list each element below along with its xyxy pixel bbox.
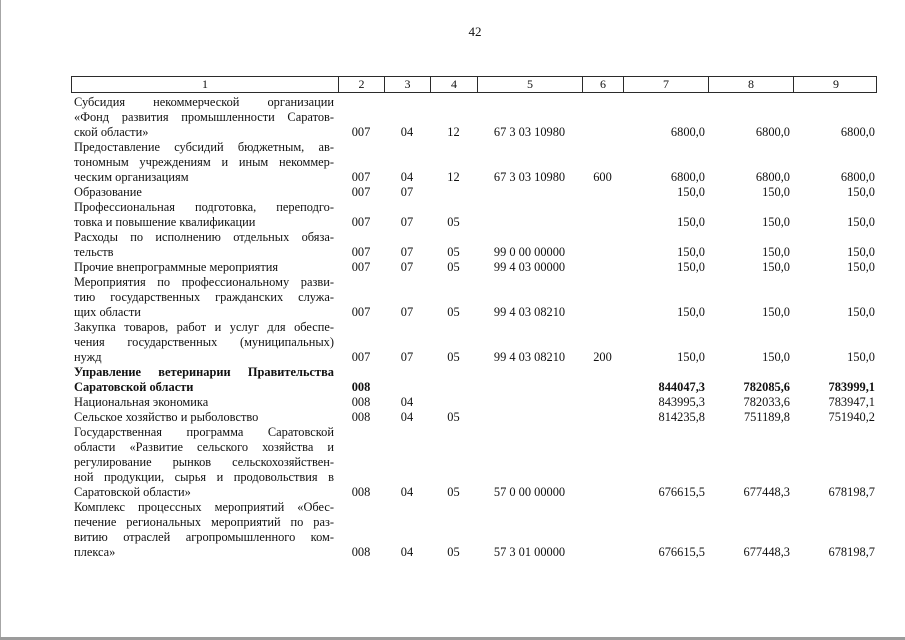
value-cell: 6800,0	[755, 125, 790, 139]
budget-table	[72, 76, 878, 560]
code-cell: 99 4 03 00000	[493, 260, 566, 274]
value-cell: 751189,8	[743, 410, 790, 424]
header-cell: 7	[623, 77, 708, 92]
code-cell: 05	[447, 305, 460, 319]
table-row	[72, 95, 878, 140]
code-cell: 008	[351, 395, 371, 409]
value-cell: 844047,3	[658, 380, 705, 394]
row-name-line: ной продукции, сырья и продовольствия в	[74, 470, 334, 484]
code-cell: 05	[447, 545, 460, 559]
code-cell: 04	[400, 410, 414, 424]
row-name-line: Государственная программа Саратовской	[74, 425, 334, 439]
row-name-cell	[72, 410, 338, 425]
value-cell: 150,0	[677, 260, 705, 274]
code-cell: 07	[400, 305, 414, 319]
value-cell: 150,0	[677, 350, 705, 364]
code-cell: 67 3 03 10980	[493, 170, 566, 184]
row-name-line: регулирование рынков сельскохозяйствен-	[74, 455, 334, 469]
code-cell: 05	[447, 245, 460, 259]
page-number: 42	[468, 24, 482, 39]
code-cell: 007	[351, 215, 371, 229]
row-name-line: тию государственных гражданских служа-	[74, 290, 334, 304]
code-cell: 05	[447, 350, 460, 364]
value-cell: 6800,0	[840, 125, 875, 139]
code-cell: 007	[351, 245, 371, 259]
code-cell: 007	[351, 185, 371, 199]
table-header-row	[71, 76, 877, 93]
row-name-line: Образование	[74, 185, 142, 199]
code-cell: 04	[400, 485, 414, 499]
code-cell: 05	[447, 260, 460, 274]
value-cell: 678198,7	[828, 545, 875, 559]
row-name-line: Сельское хозяйство и рыболовство	[74, 410, 259, 424]
row-name-line: Предоставление субсидий бюджетным, ав-	[74, 140, 334, 154]
code-cell: 07	[400, 260, 414, 274]
value-cell: 6800,0	[755, 170, 790, 184]
row-name-line: области «Развитие сельского хозяйства и	[74, 440, 334, 454]
value-cell: 783947,1	[828, 395, 875, 409]
row-name-line: Субсидия некоммерческой организации	[74, 95, 334, 109]
row-name-line: Закупка товаров, работ и услуг для обеспе-	[74, 320, 334, 334]
value-cell: 676615,5	[658, 545, 705, 559]
code-cell: 99 0 00 00000	[493, 245, 566, 259]
row-name-cell	[72, 140, 338, 185]
value-cell: 150,0	[677, 245, 705, 259]
value-cell: 678198,7	[828, 485, 875, 499]
row-name-line: Мероприятия по профессиональному разви-	[74, 275, 334, 289]
value-cell: 783999,1	[828, 380, 875, 394]
value-cell: 782085,6	[743, 380, 790, 394]
table-row	[72, 365, 878, 395]
code-cell: 05	[447, 410, 460, 424]
value-cell: 814235,8	[658, 410, 705, 424]
row-name-cell	[72, 425, 338, 500]
value-cell: 150,0	[847, 260, 875, 274]
value-cell: 150,0	[847, 245, 875, 259]
row-name-line: печение региональных мероприятий по раз-	[74, 515, 334, 529]
code-cell: 007	[351, 305, 371, 319]
table-row	[72, 260, 878, 275]
row-name-cell	[72, 230, 338, 260]
page-left-edge	[0, 0, 1, 640]
value-cell: 150,0	[762, 245, 790, 259]
value-cell: 150,0	[762, 260, 790, 274]
code-cell: 04	[400, 395, 414, 409]
code-cell: 007	[351, 350, 371, 364]
code-cell: 07	[400, 350, 414, 364]
row-name-cell	[72, 275, 338, 320]
value-cell: 843995,3	[658, 395, 705, 409]
table-row	[72, 230, 878, 260]
table-row	[72, 275, 878, 320]
code-cell: 57 0 00 00000	[493, 485, 566, 499]
row-name-line: товка и повышение квалификации	[74, 215, 256, 229]
code-cell: 200	[593, 350, 612, 364]
header-cell: 5	[477, 77, 582, 92]
table-row	[72, 140, 878, 185]
code-cell: 008	[351, 485, 371, 499]
row-name-line: нужд	[74, 350, 102, 364]
code-cell: 99 4 03 08210	[493, 305, 566, 319]
code-cell: 05	[447, 485, 460, 499]
value-cell: 150,0	[677, 185, 705, 199]
row-name-line: витию отраслей агропромышленного ком-	[74, 530, 334, 544]
code-cell: 007	[351, 170, 371, 184]
table-row	[72, 410, 878, 425]
code-cell: 07	[400, 215, 414, 229]
code-cell: 12	[447, 170, 460, 184]
value-cell: 150,0	[847, 215, 875, 229]
row-name-line: ческим организациям	[74, 170, 189, 184]
row-name-line: Расходы по исполнению отдельных обяза-	[74, 230, 334, 244]
row-name-line: тономным учреждениям и иным некоммер-	[74, 155, 334, 169]
row-name-cell	[72, 260, 338, 275]
code-cell: 008	[351, 410, 371, 424]
code-cell: 600	[593, 170, 612, 184]
code-cell: 04	[400, 545, 414, 559]
value-cell: 6800,0	[670, 170, 705, 184]
row-name-line: Управление ветеринарии Правительства	[74, 365, 334, 379]
row-name-line: Прочие внепрограммные мероприятия	[74, 260, 279, 274]
table-row	[72, 425, 878, 500]
row-name-cell	[72, 200, 338, 230]
value-cell: 150,0	[762, 305, 790, 319]
table-row	[72, 185, 878, 200]
code-cell: 008	[351, 545, 371, 559]
code-cell: 67 3 03 10980	[493, 125, 566, 139]
code-cell: 04	[400, 125, 414, 139]
header-cell: 4	[430, 77, 477, 92]
code-cell: 07	[400, 245, 414, 259]
row-name-line: тельств	[74, 245, 114, 259]
row-name-line: «Фонд развития промышленности Саратов-	[74, 110, 334, 124]
value-cell: 150,0	[847, 350, 875, 364]
code-cell: 99 4 03 08210	[493, 350, 566, 364]
code-cell: 007	[351, 260, 371, 274]
header-cell: 3	[384, 77, 430, 92]
row-name-line: чения государственных (муниципальных)	[74, 335, 334, 349]
value-cell: 677448,3	[743, 485, 790, 499]
value-cell: 782033,6	[743, 395, 790, 409]
value-cell: 150,0	[847, 185, 875, 199]
value-cell: 751940,2	[828, 410, 875, 424]
value-cell: 150,0	[847, 305, 875, 319]
row-name-line: Национальная экономика	[74, 395, 209, 409]
value-cell: 6800,0	[670, 125, 705, 139]
code-cell: 12	[447, 125, 460, 139]
row-name-line: щих области	[74, 305, 141, 319]
value-cell: 150,0	[677, 305, 705, 319]
value-cell: 150,0	[762, 350, 790, 364]
row-name-cell	[72, 185, 338, 200]
table-row	[72, 395, 878, 410]
table-body	[72, 95, 878, 560]
header-cell: 9	[793, 77, 878, 92]
header-cell: 1	[202, 77, 208, 91]
code-cell: 04	[400, 170, 414, 184]
row-name-line: Комплекс процессных мероприятий «Обес-	[74, 500, 334, 514]
value-cell: 150,0	[762, 185, 790, 199]
code-cell: 05	[447, 215, 460, 229]
row-name-cell	[72, 395, 338, 410]
table-row	[72, 500, 878, 560]
row-name-cell	[72, 365, 338, 395]
code-cell: 57 3 01 00000	[493, 545, 566, 559]
row-name-cell	[72, 320, 338, 365]
row-name-line: Профессиональная подготовка, переподго-	[74, 200, 334, 214]
code-cell: 007	[351, 125, 371, 139]
code-cell: 008	[351, 380, 371, 394]
code-cell: 07	[400, 185, 414, 199]
row-name-cell	[72, 95, 338, 140]
table-row	[72, 200, 878, 230]
row-name-line: ской области»	[74, 125, 149, 139]
value-cell: 676615,5	[658, 485, 705, 499]
value-cell: 150,0	[677, 215, 705, 229]
header-cell: 8	[708, 77, 793, 92]
row-name-line: Саратовской области»	[74, 485, 191, 499]
row-name-cell	[72, 500, 338, 560]
header-cell: 2	[338, 77, 384, 92]
row-name-line: плекса»	[74, 545, 116, 559]
row-name-line: Саратовской области	[74, 380, 194, 394]
table-row	[72, 320, 878, 365]
value-cell: 677448,3	[743, 545, 790, 559]
value-cell: 6800,0	[840, 170, 875, 184]
header-cell: 6	[582, 77, 623, 92]
value-cell: 150,0	[762, 215, 790, 229]
